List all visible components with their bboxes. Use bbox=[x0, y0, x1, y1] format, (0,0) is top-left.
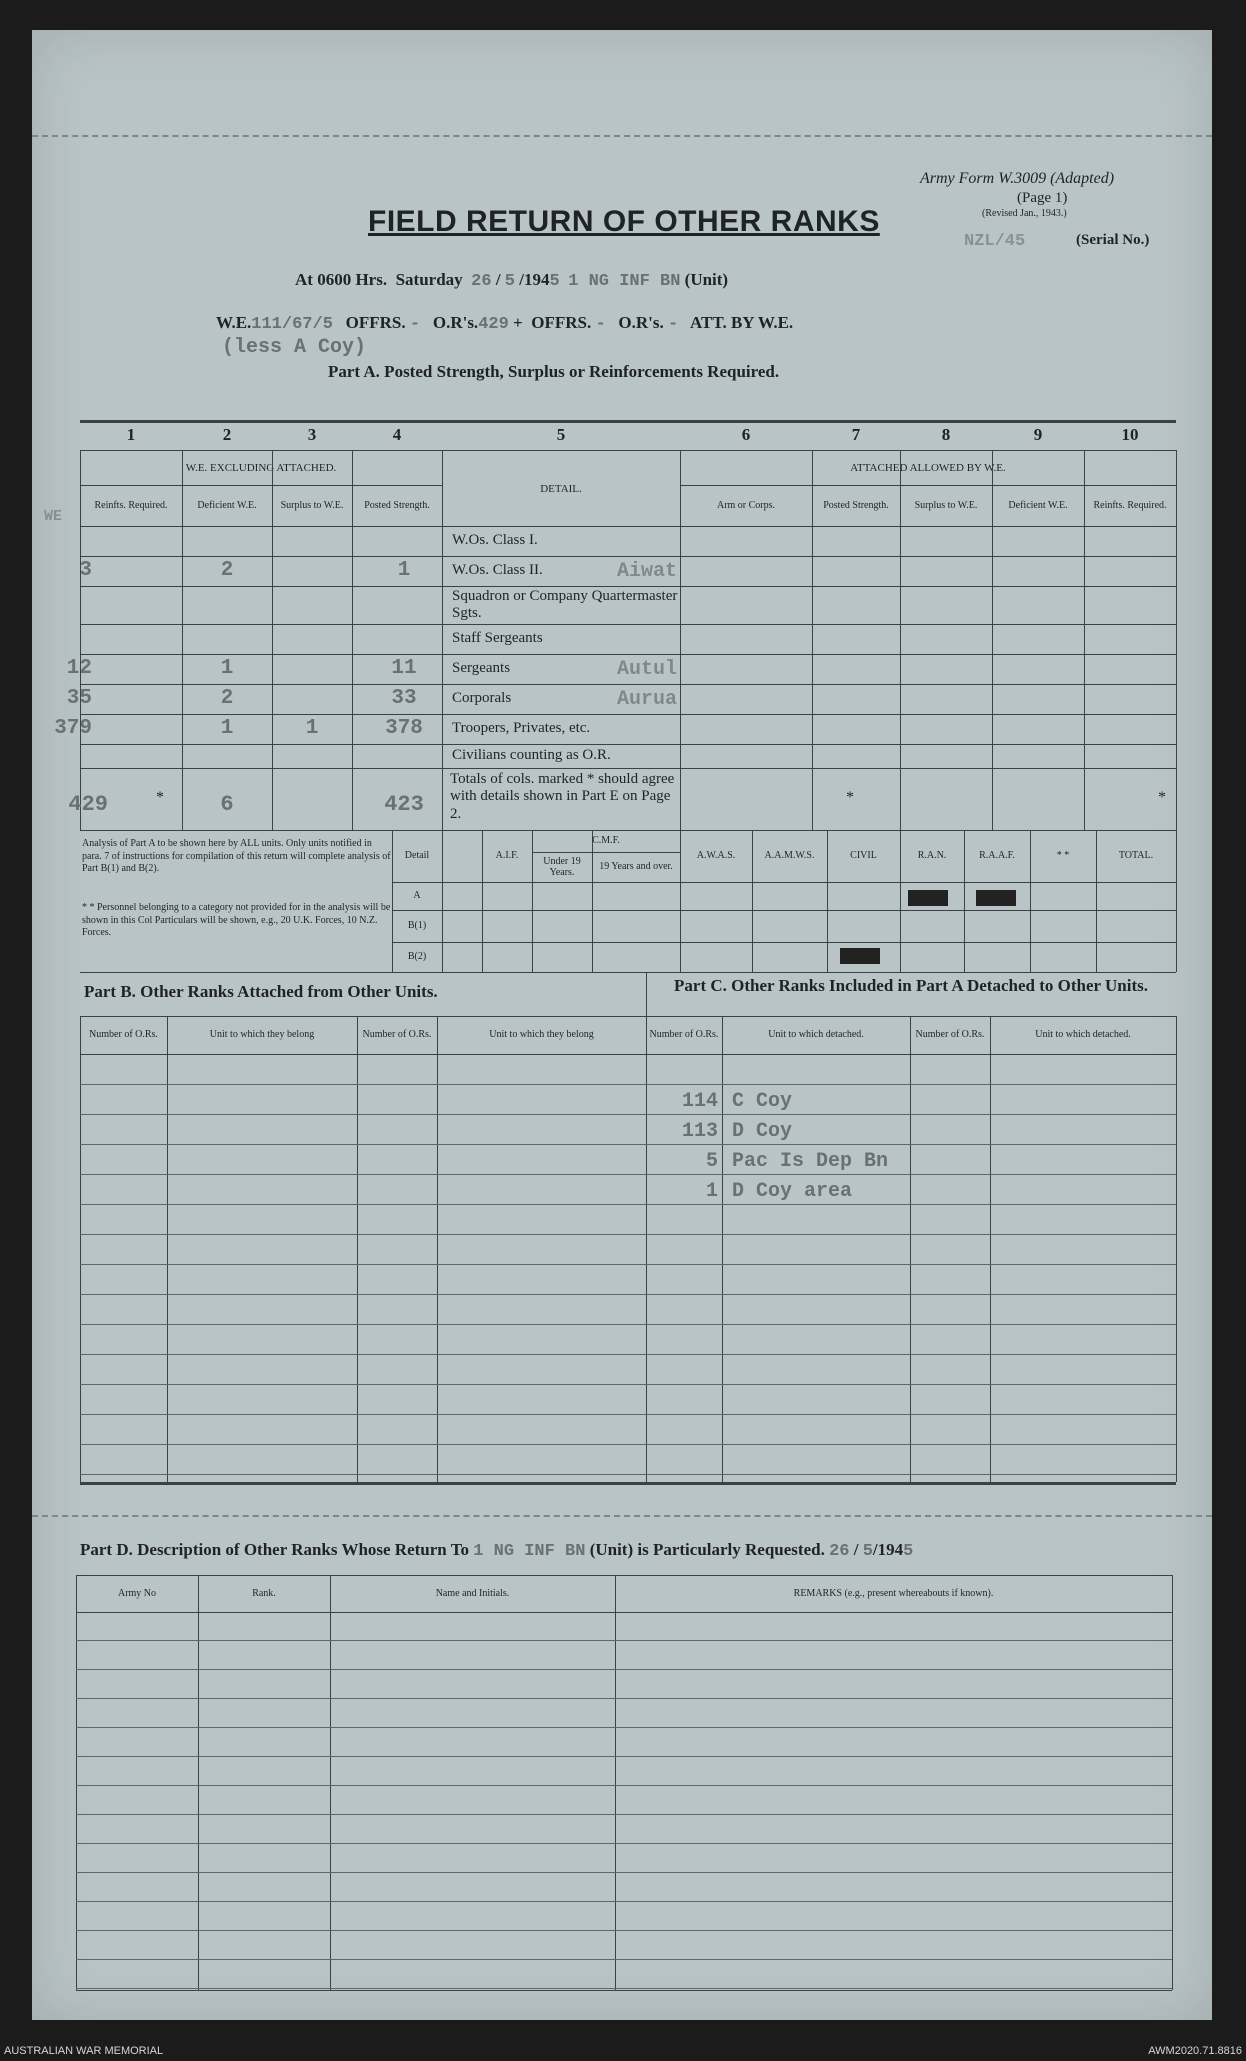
analysis-row-label: B(1) bbox=[407, 920, 427, 932]
part-d-header: Name and Initials. bbox=[435, 1587, 510, 1599]
part-c-unit: Pac Is Dep Bn bbox=[732, 1149, 889, 1173]
row-name: Autul bbox=[616, 657, 677, 681]
row-reinf: 12 bbox=[66, 656, 92, 680]
aif-header: A.I.F. bbox=[495, 850, 519, 862]
row-detail: Squadron or Company Quartermaster Sgts. bbox=[452, 587, 678, 621]
sub-header-right: Deficient W.E. bbox=[1008, 500, 1068, 512]
part-c-unit: D Coy bbox=[732, 1119, 793, 1143]
part-c-num: 113 bbox=[681, 1119, 718, 1143]
row-surplus: 1 bbox=[305, 716, 319, 740]
we-excluding-header: W.E. EXCLUDING ATTACHED. bbox=[185, 461, 337, 474]
analysis-detail-header: Detail bbox=[404, 850, 430, 862]
perforation-middle bbox=[32, 1515, 1212, 1517]
row-posted bbox=[368, 586, 440, 624]
part-d-header: Rank. bbox=[252, 1587, 276, 1599]
row-name bbox=[592, 714, 702, 744]
part-c-unit: D Coy area bbox=[732, 1179, 853, 1203]
part-d-line: Part D. Description of Other Ranks Whose Return To 1 NG INF BN (Unit) is Particularly Requested. 26 / 5/1945 bbox=[80, 1540, 914, 1561]
row-deficient: 2 bbox=[220, 558, 234, 582]
row-reinf: 3 bbox=[79, 558, 92, 582]
at-hrs: At 0600 Hrs. Saturday 26 / 5 /1945 1 NG INF BN (Unit) bbox=[295, 270, 729, 291]
serial-typed: NZL/45 bbox=[964, 232, 1026, 251]
row-reinf bbox=[32, 624, 92, 654]
under19-header: Under 19 Years. bbox=[543, 855, 581, 878]
redaction-box bbox=[840, 948, 880, 964]
part-c-title: Part C. Other Ranks Included in Part A Detached to Other Units. bbox=[674, 976, 1148, 995]
row-surplus bbox=[272, 744, 352, 768]
perforation-top bbox=[32, 135, 1212, 137]
row-detail: W.Os. Class II. bbox=[452, 562, 543, 579]
star2-header: * * bbox=[1056, 850, 1070, 862]
page-title: FIELD RETURN OF OTHER RANKS bbox=[368, 205, 880, 238]
row-posted bbox=[368, 624, 440, 654]
row-posted: 11 bbox=[391, 656, 417, 680]
row-posted bbox=[368, 526, 440, 556]
attached-allowed-header: ATTACHED ALLOWED BY W.E. bbox=[850, 461, 1006, 474]
column-number: 9 bbox=[1033, 425, 1043, 445]
we-margin: WE bbox=[44, 508, 63, 525]
row-reinf: 379 bbox=[54, 716, 92, 740]
row-detail: Staff Sergeants bbox=[452, 630, 543, 647]
row-surplus bbox=[272, 654, 352, 684]
row-deficient bbox=[182, 744, 272, 768]
row-deficient bbox=[182, 586, 272, 624]
row-reinf bbox=[32, 586, 92, 624]
column-number: 2 bbox=[222, 425, 232, 445]
row-posted: 1 bbox=[397, 558, 411, 582]
row-detail: Corporals bbox=[452, 690, 512, 707]
part-bc-header: Number of O.Rs. bbox=[915, 1029, 985, 1041]
row-name: Aurua bbox=[616, 687, 677, 711]
totals-reinf: 429 bbox=[68, 792, 108, 818]
sub-header-left: Posted Strength. bbox=[364, 500, 430, 512]
over19-header: 19 Years and over. bbox=[599, 861, 673, 873]
row-detail: Civilians counting as O.R. bbox=[452, 747, 611, 764]
part-c-num: 1 bbox=[705, 1179, 718, 1203]
totals-detail: Totals of cols. marked * should agree with details shown in Part E on Page 2. bbox=[450, 771, 675, 822]
totals-star-1: * bbox=[156, 788, 164, 806]
totals-deficient: 6 bbox=[220, 792, 234, 818]
column-number: 5 bbox=[556, 425, 566, 445]
totals-posted: 423 bbox=[384, 792, 424, 818]
row-name bbox=[592, 744, 702, 768]
serial-label: (Serial No.) bbox=[1076, 232, 1150, 248]
column-number: 3 bbox=[307, 425, 317, 445]
row-reinf bbox=[32, 526, 92, 556]
part-bc-header: Unit to which they belong bbox=[489, 1029, 594, 1041]
row-name: Aiwat bbox=[616, 559, 677, 583]
part-d-header: Army No bbox=[117, 1587, 157, 1599]
row-posted: 378 bbox=[385, 716, 423, 740]
sub-header-right: Posted Strength. bbox=[823, 500, 889, 512]
row-posted: 33 bbox=[391, 686, 417, 710]
part-bc-header: Number of O.Rs. bbox=[649, 1029, 719, 1041]
footer-right: AWM2020.71.8816 bbox=[1148, 2045, 1242, 2057]
part-a-title: Part A. Posted Strength, Surplus or Reinforcements Required. bbox=[328, 362, 780, 381]
row-deficient: 2 bbox=[220, 686, 234, 710]
row-deficient bbox=[182, 526, 272, 556]
less-coy: (less A Coy) bbox=[222, 336, 367, 359]
footer-left: AUSTRALIAN WAR MEMORIAL bbox=[4, 2045, 164, 2057]
row-surplus bbox=[272, 586, 352, 624]
page-ref: (Page 1) bbox=[1017, 190, 1068, 206]
raaf-header: R.A.A.F. bbox=[979, 850, 1015, 862]
row-deficient bbox=[182, 624, 272, 654]
row-surplus bbox=[272, 556, 352, 586]
sub-header-left: Surplus to W.E. bbox=[280, 500, 344, 512]
part-c-unit: C Coy bbox=[732, 1089, 793, 1113]
sub-header-right: Surplus to W.E. bbox=[914, 500, 978, 512]
row-surplus bbox=[272, 684, 352, 714]
analysis-row-label: B(2) bbox=[407, 951, 427, 963]
row-reinf: 35 bbox=[66, 686, 92, 710]
totals-star-2: * bbox=[846, 788, 854, 806]
sub-header-left: Deficient W.E. bbox=[197, 500, 257, 512]
part-bc-header: Number of O.Rs. bbox=[89, 1029, 158, 1041]
aamws-header: A.A.M.W.S. bbox=[764, 850, 815, 862]
column-number: 7 bbox=[851, 425, 861, 445]
column-number: 4 bbox=[392, 425, 402, 445]
part-bc-header: Unit to which detached. bbox=[1035, 1029, 1131, 1041]
redaction-box bbox=[908, 890, 948, 906]
revised-date: (Revised Jan., 1943.) bbox=[982, 208, 1067, 219]
we-line: W.E.111/67/5 OFFRS. - O.R's.429 + OFFRS. - O.R's. - ATT. BY W.E. bbox=[216, 313, 794, 334]
ran-header: R.A.N. bbox=[917, 850, 947, 862]
form-ref: Army Form W.3009 (Adapted) bbox=[920, 170, 1115, 187]
sub-header-right: Reinfts. Required. bbox=[1093, 500, 1167, 512]
analysis-note-1: Analysis of Part A to be shown here by ALL units. Only units notified in para. 7 of instructions for compilation of this return will complete analysis of Part B(1) and B(2). bbox=[82, 838, 391, 874]
part-d-header: REMARKS (e.g., present whereabouts if known). bbox=[793, 1587, 994, 1599]
row-surplus bbox=[272, 526, 352, 556]
sub-header-right: Arm or Corps. bbox=[716, 500, 776, 512]
column-number: 8 bbox=[941, 425, 951, 445]
row-name bbox=[592, 624, 702, 654]
part-c-num: 5 bbox=[705, 1149, 718, 1173]
column-number: 1 bbox=[126, 425, 136, 445]
part-b-title: Part B. Other Ranks Attached from Other Units. bbox=[84, 982, 438, 1001]
totals-star-3: * bbox=[1158, 788, 1166, 806]
row-detail: Troopers, Privates, etc. bbox=[452, 720, 591, 737]
row-detail: W.Os. Class I. bbox=[452, 532, 538, 549]
row-surplus bbox=[272, 624, 352, 654]
cmf-header: C.M.F. bbox=[592, 835, 620, 847]
row-reinf bbox=[32, 744, 92, 768]
column-number: 10 bbox=[1121, 425, 1139, 445]
form-sheet bbox=[32, 30, 1212, 2020]
redaction-box bbox=[976, 890, 1016, 906]
part-bc-header: Unit to which detached. bbox=[768, 1029, 864, 1041]
column-number: 6 bbox=[741, 425, 751, 445]
row-name bbox=[592, 526, 702, 556]
part-bc-header: Unit to which they belong bbox=[209, 1029, 315, 1041]
row-deficient: 1 bbox=[220, 656, 234, 680]
analysis-row-label: A bbox=[413, 890, 421, 902]
row-name bbox=[592, 586, 702, 624]
civil-header: CIVIL bbox=[850, 850, 877, 862]
total-header: TOTAL. bbox=[1118, 850, 1154, 862]
sub-header-left: Reinfts. Required. bbox=[94, 500, 168, 512]
row-detail: Sergeants bbox=[452, 660, 511, 677]
analysis-note-2: * * Personnel belonging to a category not provided for in the analysis will be shown in this Col Particulars will be shown, e.g., 20 U.K. Forces, 10 N.Z. Forces. bbox=[82, 902, 391, 938]
part-bc-header: Number of O.Rs. bbox=[362, 1029, 432, 1041]
awas-header: A.W.A.S. bbox=[696, 850, 736, 862]
row-deficient: 1 bbox=[220, 716, 234, 740]
row-posted bbox=[368, 744, 440, 768]
part-c-num: 114 bbox=[681, 1089, 718, 1113]
detail-header: DETAIL. bbox=[540, 482, 582, 495]
